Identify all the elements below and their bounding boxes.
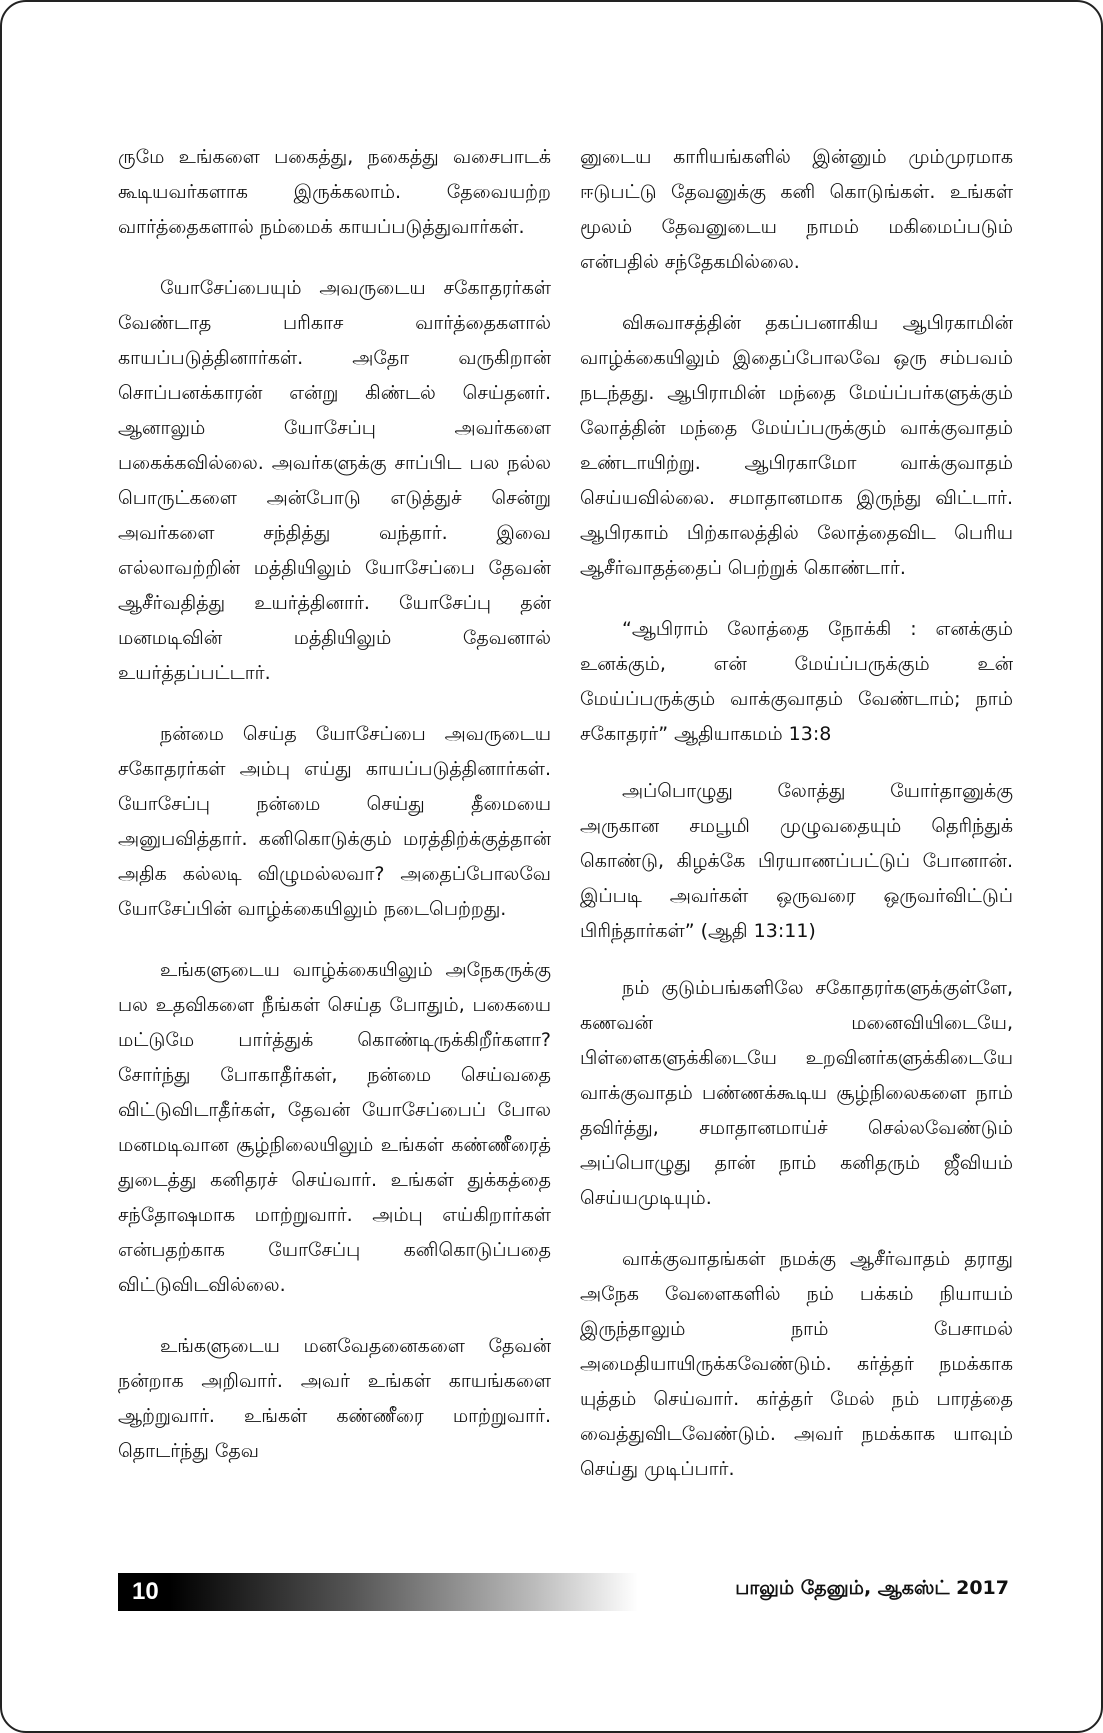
footer-gradient-bar [118, 1573, 638, 1611]
scripture-quote: “ஆபிராம் லோத்தை நோக்கி : எனக்கும் உனக்கும், என் மேய்ப்பருக்கும் உன் மேய்ப்பருக்கும் வாக்குவாதம் வேண்டாம்; நாம் சகோதரர்” ஆதியாகமம் 13:8 [580, 618, 1013, 745]
paragraph: உங்களுடைய மனவேதனைகளை தேவன் நன்றாக அறிவார். அவர் உங்கள் காயங்களை ஆற்றுவார். உங்கள் கண்ணீரை மாற்றுவார். தொடர்ந்து தேவ [118, 1335, 551, 1462]
paragraph: விசுவாசத்தின் தகப்பனாகிய ஆபிரகாமின் வாழ்க்கையிலும் இதைப்போலவே ஒரு சம்பவம் நடந்தது. ஆபிராமின் மந்தை மேய்ப்பர்களுக்கும் லோத்தின் மந்தை மேய்ப்பருக்கும் வாக்குவாதம் உண்டாயிற்று. ஆபிரகாமோ வாக்குவாதம் செய்யவில்லை. சமாதானமாக இருந்து விட்டார். ஆபிரகாம் பிற்காலத்தில் லோத்தைவிட பெரிய ஆசீர்வாதத்தைப் பெற்றுக் கொண்டார். [580, 312, 1013, 579]
right-column [580, 140, 1013, 1540]
magazine-title: பாலும் தேனும், ஆகஸ்ட் 2017 [735, 1577, 1009, 1599]
paragraph: வாக்குவாதங்கள் நமக்கு ஆசீர்வாதம் தராது அநேக வேளைகளில் நம் பக்கம் நியாயம் இருந்தாலும் நாம் பேசாமல் அமைதியாயிருக்கவேண்டும். கர்த்தர் நமக்காக யுத்தம் செய்வார். கர்த்தர் மேல் நம் பாரத்தை வைத்துவிடவேண்டும். அவர் நமக்காக யாவும் செய்து முடிப்பார். [580, 1248, 1013, 1480]
paragraph: உங்களுடைய வாழ்க்கையிலும் அநேகருக்கு பல உதவிகளை நீங்கள் செய்த போதும், பகையை மட்டுமே பார்த்துக் கொண்டிருக்கிறீர்களா? சோர்ந்து போகாதீர்கள், நன்மை செய்வதை விட்டுவிடாதீர்கள், தேவன் யோசேப்பைப் போல மனமடிவான சூழ்நிலையிலும் உங்கள் கண்ணீரைத் துடைத்து கனிதரச் செய்வார். உங்கள் துக்கத்தை சந்தோஷமாக மாற்றுவார். அம்பு எய்கிறார்கள் என்பதற்காக யோசேப்பு கனிகொடுப்பதை விட்டுவிடவில்லை. [118, 959, 551, 1296]
page-number: 10 [132, 1578, 159, 1605]
left-column [118, 140, 551, 1540]
paragraph: ருமே உங்களை பகைத்து, நகைத்து வசைபாடக் கூடியவர்களாக இருக்கலாம். தேவையற்ற வார்த்தைகளால் நம்மைக் காயப்படுத்துவார்கள். [118, 146, 551, 238]
paragraph: நம் குடும்பங்களிலே சகோதரர்களுக்குள்ளே, கணவன் மனைவியிடையே, பிள்ளைகளுக்கிடையே உறவினர்களுக்கிடையே வாக்குவாதம் பண்ணக்கூடிய சூழ்நிலைகளை நாம் தவிர்த்து, சமாதானமாய்ச் செல்லவேண்டும் அப்பொழுது தான் நாம் கனிதரும் ஜீவியம் செய்யமுடியும். [580, 977, 1013, 1209]
paragraph: நன்மை செய்த யோசேப்பை அவருடைய சகோதரர்கள் அம்பு எய்து காயப்படுத்தினார்கள். யோசேப்பு நன்மை செய்து தீமையை அனுபவித்தார். கனிகொடுக்கும் மரத்திற்க்குத்தான் அதிக கல்லடி விழுமல்லவா? அதைப்போலவே யோசேப்பின் வாழ்க்கையிலும் நடைபெற்றது. [118, 723, 551, 920]
paragraph: னுடைய காரியங்களில் இன்னும் மும்முரமாக ஈடுபட்டு தேவனுக்கு கனி கொடுங்கள். உங்கள் மூலம் தேவனுடைய நாமம் மகிமைப்படும் என்பதில் சந்தேகமில்லை. [580, 146, 1013, 273]
paragraph: யோசேப்பையும் அவருடைய சகோதரர்கள் வேண்டாத பரிகாச வார்த்தைகளால் காயப்படுத்தினார்கள். அதோ வருகிறான் சொப்பனக்காரன் என்று கிண்டல் செய்தனர். ஆனாலும் யோசேப்பு அவர்களை பகைக்கவில்லை. அவர்களுக்கு சாப்பிட பல நல்ல பொருட்களை அன்போடு எடுத்துச் சென்று அவர்களை சந்தித்து வந்தார். இவை எல்லாவற்றின் மத்தியிலும் யோசேப்பை தேவன் ஆசீர்வதித்து உயர்த்தினார். யோசேப்பு தன் மனமடிவின் மத்தியிலும் தேவனால் உயர்த்தப்பட்டார். [118, 277, 551, 684]
paragraph: அப்பொழுது லோத்து யோர்தானுக்கு அருகான சமபூமி முழுவதையும் தெரிந்துக் கொண்டு, கிழக்கே பிரயாணப்பட்டுப் போனான். இப்படி அவர்கள் ஒருவரை ஒருவர்விட்டுப் பிரிந்தார்கள்” (ஆதி 13:11) [580, 780, 1013, 942]
page-footer [118, 1573, 1013, 1611]
article-body [118, 140, 1013, 1540]
